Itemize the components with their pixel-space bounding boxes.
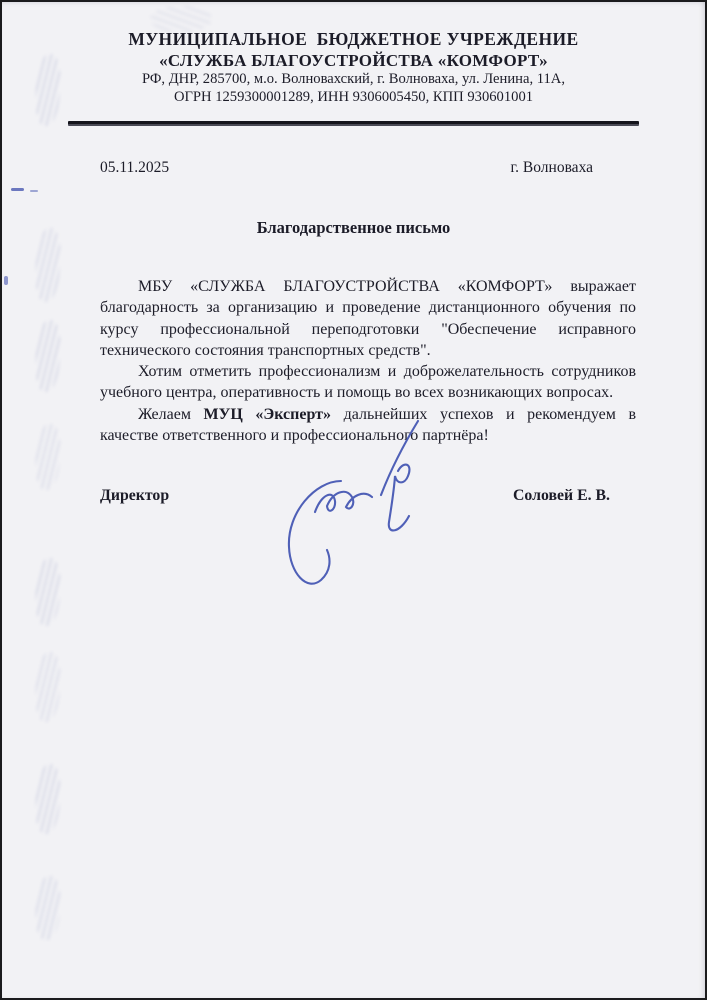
training-center-name: МУЦ «Эксперт» <box>203 405 332 423</box>
signer-name: Соловей Е. В. <box>513 487 610 505</box>
date-city-row <box>100 159 593 177</box>
document-title: Благодарственное письмо <box>256 218 451 237</box>
scan-smudge-artifact <box>33 227 62 302</box>
letterhead-divider-rule <box>68 121 639 126</box>
pen-mark-artifact <box>11 188 24 191</box>
signer-position: Директор <box>100 487 170 505</box>
scan-smudge-artifact <box>34 557 63 627</box>
scan-smudge-artifact <box>34 423 63 491</box>
organization-address: РФ, ДНР, 285700, м.о. Волновахский, г. Волноваха, ул. Ленина, 11А, <box>142 71 565 87</box>
scan-smudge-artifact <box>150 6 212 32</box>
organization-name-line1: МУНИЦИПАЛЬНОЕ БЮДЖЕТНОЕ УЧРЕЖДЕНИЕ <box>128 29 579 49</box>
organization-registration-numbers: ОГРН 1259300001289, ИНН 9306005450, КПП 930601001 <box>173 88 534 105</box>
paragraph-wishes-post: дальнейших успехов и рекомендуем в качестве ответственного и профессионального партнёра! <box>100 405 637 445</box>
paragraph-professionalism: Хотим отметить профессионализм и доброжелательность сотрудников учебного центра, оперативность и помощь во всех возникающих вопросах. <box>100 363 636 402</box>
document-date: 05.11.2025 <box>100 159 170 176</box>
scan-smudge-artifact <box>34 763 63 835</box>
paragraph-wishes-pre: Желаем <box>138 405 204 423</box>
scan-smudge-artifact <box>34 319 63 392</box>
pen-mark-artifact <box>4 276 8 285</box>
scan-smudge-artifact <box>34 53 63 126</box>
organization-name-line2: «СЛУЖБА БЛАГОУСТРОЙСТВА «КОМФОРТ» <box>159 51 548 70</box>
paragraph-wishes <box>100 404 636 447</box>
pen-mark-artifact <box>30 190 38 192</box>
signature-row <box>100 487 610 505</box>
scan-smudge-artifact <box>34 651 63 723</box>
document-city: г. Волноваха <box>510 159 593 176</box>
paragraph-gratitude: МБУ «СЛУЖБА БЛАГОУСТРОЙСТВА «КОМФОРТ» выражает благодарность за организацию и проведение дистанционного обучения по курсу профессиональной переподготовки "Обеспечение исправного технического состояния транспортных средств". <box>100 278 636 359</box>
letter-body <box>100 276 636 446</box>
scan-smudge-artifact <box>34 875 62 941</box>
